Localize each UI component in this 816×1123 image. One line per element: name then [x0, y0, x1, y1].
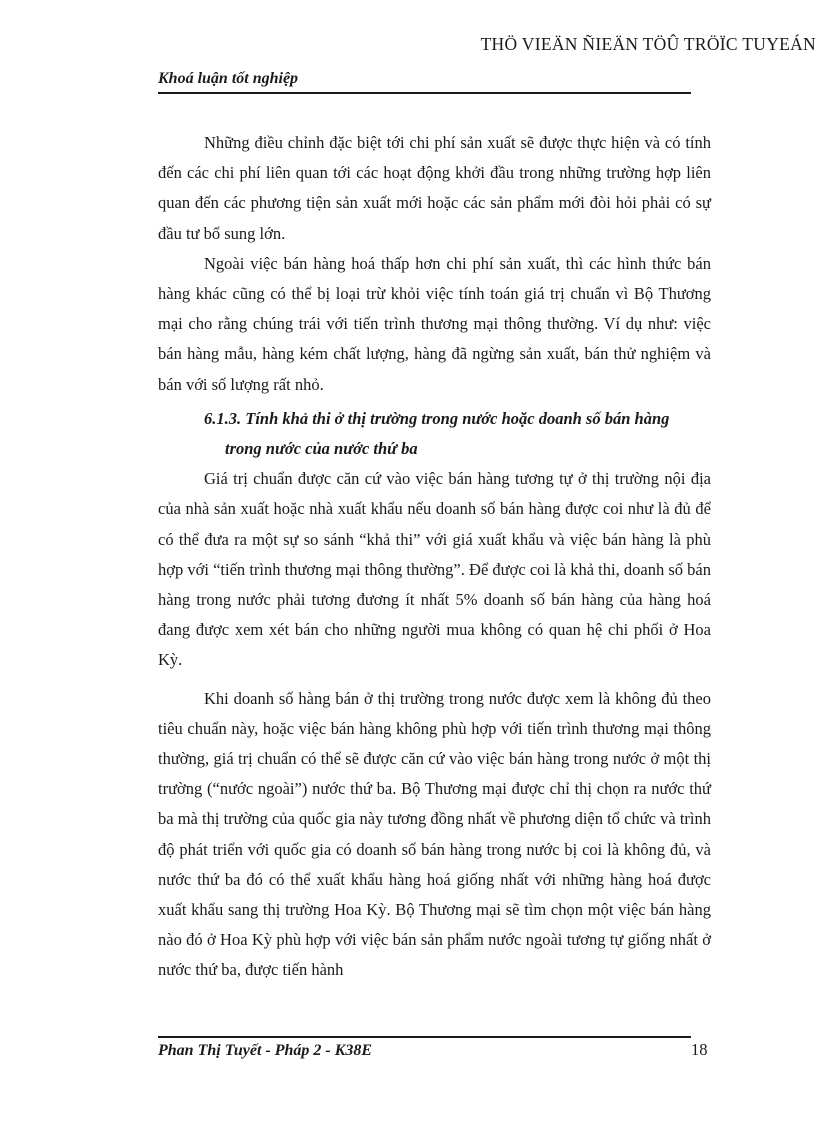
- section-heading-line: trong nước của nước thứ ba: [225, 439, 418, 459]
- body-paragraph: Những điều chỉnh đặc biệt tới chi phí sản xuất sẽ được thực hiện và có tính đến các chi phí liên quan tới các hoạt động khởi đầu trong những trường hợp liên quan đến các phương tiện sản xuất mới hoặc các sản phẩm mới đòi hỏi phải có sự đầu tư bổ sung lớn.: [158, 133, 711, 243]
- watermark-text: THÖ VIEÄN ÑIEÄN TÖÛ TRÖÏC TUYEÁN: [480, 34, 816, 54]
- body-paragraph: Khi doanh số hàng bán ở thị trường trong nước được xem là không đủ theo tiêu chuẩn này, hoặc việc bán hàng không phù hợp với tiến trình thương mại thông thường, giá trị chuẩn có thể sẽ được căn cứ vào việc bán hàng trong nước ở một thị trường (“nước ngoài”) nước thứ ba. Bộ Thương mại được chỉ thị chọn ra nước thứ ba mà thị trường của quốc gia này tương đồng nhất về phương diện tổ chức và trình độ phát triển với quốc gia có doanh số bán hàng trong nước bị coi là không đủ, và nước thứ ba đó có thể xuất khẩu hàng hoá giống nhất với những hàng hoá được xuất khẩu sang thị trường Hoa Kỳ. Bộ Thương mại sẽ tìm chọn một việc bán hàng nào đó ở Hoa Kỳ phù hợp với việc bán sản phẩm nước ngoài tương tự giống nhất ở nước thứ ba, được tiến hành: [158, 688, 711, 980]
- section-heading: [158, 404, 711, 464]
- body-paragraph: Giá trị chuẩn được căn cứ vào việc bán hàng tương tự ở thị trường nội địa của nhà sản xuất hoặc nhà xuất khẩu nếu doanh số bán hàng được coi như là đủ để có thể đưa ra một sự so sánh “khả thi” với giá xuất khẩu và việc bán hàng là phù hợp với “tiến trình thương mại thông thường”. Để được coi là khả thi, doanh số bán hàng trong nước phải tương đương ít nhất 5% doanh số bán hàng của hàng hoá đang được xem xét bán cho những người mua không có quan hệ chi phối ở Hoa Kỳ.: [158, 469, 711, 670]
- footer-author: Phan Thị Tuyết - Pháp 2 - K38E: [158, 1042, 373, 1059]
- header-divider: [158, 92, 691, 94]
- body-paragraph: Ngoài việc bán hàng hoá thấp hơn chi phí sản xuất, thì các hình thức bán hàng khác cũng có thể bị loại trừ khỏi việc tính toán giá trị chuẩn vì Bộ Thương mại cho rằng chúng trái với tiến trình thương mại thông thường. Ví dụ như: việc bán hàng mẫu, hàng kém chất lượng, hàng đã ngừng sản xuất, bán thử nghiệm và bán với số lượng rất nhỏ.: [158, 253, 711, 394]
- footer-divider: [158, 1036, 691, 1038]
- section-heading-line: 6.1.3. Tính khả thi ở thị trường trong nước hoặc doanh số bán hàng: [204, 408, 670, 428]
- page-header-title: Khoá luận tốt nghiệp: [158, 70, 299, 87]
- page-number: 18: [691, 1040, 708, 1059]
- document-body: [158, 128, 711, 986]
